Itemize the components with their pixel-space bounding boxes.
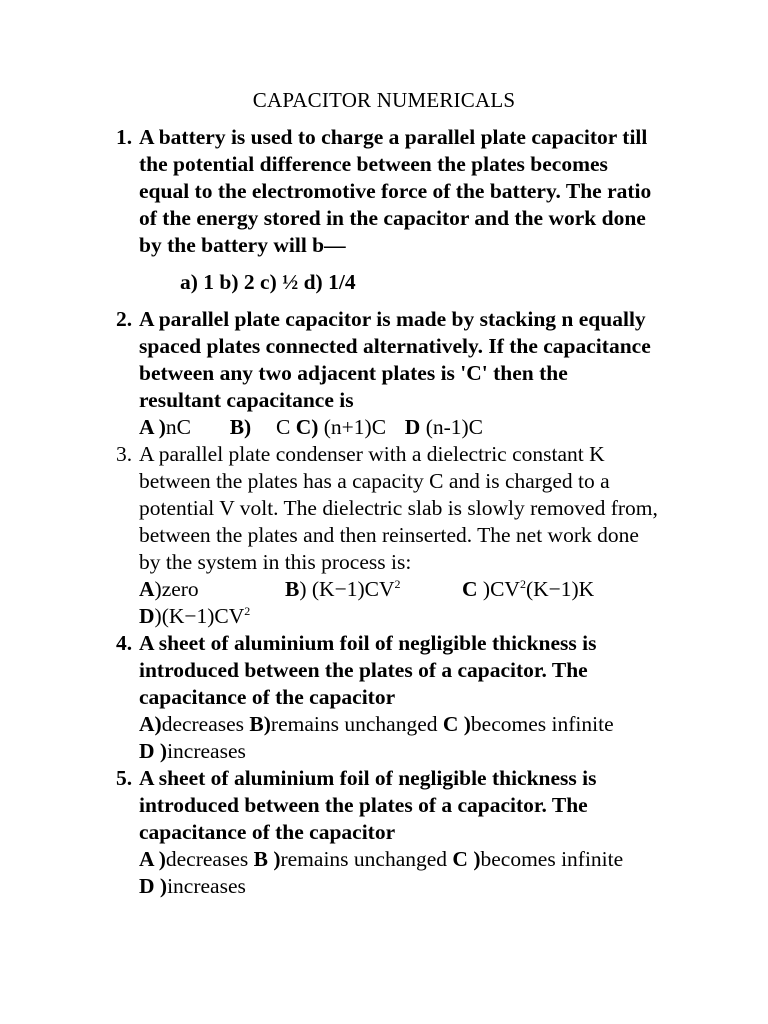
q4-option-b-label: B) xyxy=(249,712,271,736)
q5-option-c-text: becomes infinite xyxy=(480,847,624,871)
question-3-text: A parallel plate condenser with a dielectric constant K between the plates has a capacity C and is charged to a potential V volt. The dielectric slab is slowly removed from, between the plates and then reinserted. The net work done by the system in this process is: xyxy=(139,442,658,574)
question-2-options xyxy=(139,414,692,441)
question-4-options-row1 xyxy=(139,711,692,738)
q3-option-a-label: A xyxy=(139,577,155,601)
q3-option-a-text: )zero xyxy=(154,577,199,601)
question-4-options-row2 xyxy=(139,738,692,765)
question-2-text: A parallel plate capacitor is made by stacking n equally spaced plates connected alternatively. If the capacitance between any two adjacent plates is 'C' then the resultant capacitance is xyxy=(139,307,651,412)
q2-option-d-text: (n-1)C xyxy=(425,415,484,439)
q4-option-c-label: C ) xyxy=(442,712,471,736)
q3-option-b-label: B xyxy=(285,577,300,601)
question-5-options-row1 xyxy=(139,846,692,873)
question-5-number: 5. xyxy=(116,766,133,790)
question-3-options-row1 xyxy=(139,576,692,603)
question-5-text: A sheet of aluminium foil of negligible thickness is introduced between the plates of a capacitor. The capacitance of the capacitor xyxy=(139,766,597,844)
q2-option-b-label: B) xyxy=(229,415,252,439)
q4-option-a-text: decreases xyxy=(161,712,250,736)
question-4-number: 4. xyxy=(116,631,133,655)
question-4-text: A sheet of aluminium foil of negligible thickness is introduced between the plates of a capacitor. The capacitance of the capacitor xyxy=(139,631,597,709)
q5-option-d-label: D ) xyxy=(139,874,168,898)
q3-option-c-text-1: )CV xyxy=(477,577,520,601)
page-title: CAPACITOR NUMERICALS xyxy=(252,88,516,112)
q3-option-b-superscript: 2 xyxy=(394,577,401,591)
question-4 xyxy=(112,630,692,765)
question-1-text: A battery is used to charge a parallel plate capacitor till the potential difference between the plates becomes equal to the electromotive force of the battery. The ratio of the energy stored in the capacitor and the work done by the battery will b— xyxy=(139,125,652,257)
q2-option-a-label: A ) xyxy=(139,415,166,439)
question-3-number: 3. xyxy=(116,442,133,466)
question-3-options-row2 xyxy=(139,603,692,630)
q4-option-a-label: A) xyxy=(139,712,162,736)
q4-option-c-text: becomes infinite xyxy=(470,712,614,736)
q2-option-c-text: (n+1)C xyxy=(323,415,387,439)
q2-option-c-label: C) xyxy=(295,415,319,439)
q5-option-b-label: B ) xyxy=(253,847,281,871)
q2-option-d-label: D xyxy=(404,415,421,439)
q3-option-c-label: C xyxy=(462,577,478,601)
q3-option-c-text-2: (K−1)K xyxy=(525,577,595,601)
q3-option-c-superscript: 2 xyxy=(519,577,526,591)
q2-option-b-text: C xyxy=(275,415,291,439)
q2-option-a-text: nC xyxy=(165,415,191,439)
question-1 xyxy=(112,124,692,296)
q3-option-b-text: ) (K−1)CV xyxy=(299,577,395,601)
q5-option-b-text: remains unchanged xyxy=(280,847,453,871)
question-2 xyxy=(112,306,692,441)
question-1-options: a) 1 b) 2 c) ½ d) 1/4 xyxy=(180,270,356,294)
q5-option-a-label: A ) xyxy=(139,847,166,871)
q5-option-a-text: decreases xyxy=(165,847,254,871)
q4-option-d-label: D ) xyxy=(139,739,168,763)
question-5-options-row2 xyxy=(139,873,692,900)
question-2-number: 2. xyxy=(116,307,133,331)
q3-option-d-text: )(K−1)CV xyxy=(154,604,245,628)
question-list xyxy=(112,124,692,900)
q3-option-d-superscript: 2 xyxy=(244,604,251,618)
question-3 xyxy=(112,441,692,630)
q4-option-b-text: remains unchanged xyxy=(270,712,443,736)
question-5 xyxy=(112,765,692,900)
question-1-number: 1. xyxy=(116,125,133,149)
q4-option-d-text: increases xyxy=(167,739,246,763)
q3-option-d-label: D xyxy=(139,604,155,628)
q5-option-d-text: increases xyxy=(167,874,246,898)
q5-option-c-label: C ) xyxy=(452,847,481,871)
